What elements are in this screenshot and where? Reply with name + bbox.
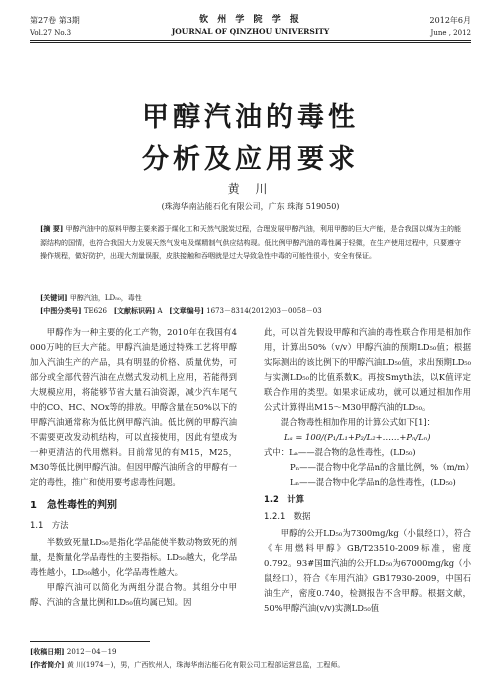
section-heading-1: 1 急性毒性的判别 [30, 500, 117, 511]
abstract-text: 甲醇汽油中的原料甲醇主要来源于煤化工和天然气脱炭过程，合理发展甲醇汽油，利用甲醇的巨大产能，是合我国以煤为主的能源结构的国情，也符合我国大力发展天然气发电及煤精制气供应结构现。低比例甲醇汽油的毒性属于轻微，在生产使用过程中，只要遵守操作规程，做好防护，出现大剂量误服，皮肤接触和吞咽就是过大导致急性中毒的可能性很小，安全有保证。 [40, 225, 462, 260]
code-value: A [157, 307, 163, 315]
author-bio [30, 659, 471, 671]
keywords-label: [关键词] [40, 293, 68, 302]
method-paragraph: 此，可以首先假设甲醇和汽油的毒性联合作用是相加作用，计算出50%（v/v）甲醇汽油的预期LD₅₀值；根据实际测出的该比例下的甲醇汽油LD₅₀值，求出预期LD₅₀与实测LD₅₀的比值系数K。再按Smyth法，以K值评定联合作用的类型。如果求证成功，就可以通过相加作用公式计算得出M15～M30甲醇汽油的LD₅₀。 [264, 327, 471, 412]
date-cn: 2012年6月 [429, 16, 471, 25]
journal-name-cn: 钦 州 学 院 学 报 [199, 15, 302, 25]
class-label: [中图分类号] [40, 306, 82, 315]
classification-line [40, 304, 461, 319]
title-line-2: 分析及应用要求 [142, 144, 359, 175]
footnote-rule [30, 641, 150, 642]
date-en: June , 2012 [430, 29, 471, 37]
subsection-1-2: 1.2 计算 [264, 494, 304, 504]
received-value: 2012－04－19 [66, 648, 117, 656]
author-bio-label: [作者简介] [30, 660, 65, 669]
article-value: 1673－8314(2012)03－0058－03 [206, 307, 322, 315]
header-rule-double [30, 42, 471, 43]
formula-def-pn: Pₙ——混合物中化学品n的含量比例，%（m/m） [290, 462, 474, 472]
intro-paragraph: 甲醇作为一种主要的化工产物，2010年在我国有4 000万吨的巨大产能。甲醇汽油是通过特殊工艺将甲醇加入汽油生产的产品，具有明显的价格、质量优势，可部分或全部代替汽油在点燃式发动机上应用，若能得到大规模应用，将能够节省大量石油资源，减少汽车尾气中的CO、HC、NOx等的排放。甲醇含量在50%以下的甲醇汽油通常称为低比例甲醇汽油。低比例的甲醇汽油不需要更改发动机结构，可以直接使用，因此有望成为一种更清洁的代用燃料。目前常见的有M15，M25，M30等低比例甲醇汽油。但因甲醇汽油所含的甲醇有一定的毒性，推广和使用要考虑毒性问题。 [30, 327, 237, 487]
author: 黄 川 [227, 182, 274, 196]
formula-intro: 混合物毒性相加作用的计算公式如下[1]： [280, 417, 436, 427]
title-line-1: 甲醇汽油的毒性 [142, 102, 359, 133]
article-label: [文章编号] [169, 306, 204, 315]
header-rule [30, 40, 471, 41]
abstract [40, 222, 461, 264]
mixture-paragraph: 甲醇汽油可以简化为两组分混合物。其组分中甲醇、汽油的含量比例和LD₅₀值均属已知。因 [30, 582, 237, 607]
class-value: TE626 [83, 307, 107, 315]
right-column [264, 325, 474, 616]
journal-name-en: JOURNAL OF QINZHOU UNIVERSITY [171, 27, 330, 36]
author-bio-text: 黄 川(1974－)，男，广西钦州人，珠海华南沾能石化有限公司工程部运营总监，工程师。 [66, 661, 345, 669]
volume-issue-cn: 第27卷 第3期 [30, 16, 80, 25]
subsection-1-1: 1.1 方法 [30, 520, 69, 530]
formula: Lₐ = 100/(P₁/L₁+P₂/L₂+……+Pₙ/Lₙ) [284, 432, 431, 442]
volume-issue-en: Vol.27 No.3 [30, 29, 72, 37]
code-label: [文献标识码] [113, 306, 156, 315]
received-date [30, 646, 471, 658]
abstract-label: [摘 要] [40, 224, 64, 233]
ld50-paragraph: 半数致死量LD₅₀是指化学品能使半数动物致死的剂量，是衡量化学品毒性的主要指标。LD₅₀越大，化学品毒性越小，LD₅₀越小，化学品毒性越大。 [30, 537, 237, 577]
keywords-text: 甲醇汽油，LD₅₀，毒性 [69, 294, 142, 302]
formula-def-la: 式中：Lₐ——混合物的急性毒性，(LD₅₀) [264, 447, 416, 457]
left-column [30, 325, 237, 610]
received-label: [收稿日期] [30, 647, 65, 656]
data-paragraph: 甲醇的公开LD₅₀为7300mg/kg（小鼠经口），符合《车用燃料甲醇》GB/T23510-2009标准，密度0.792。93#国Ⅲ汽油的公开LD₅₀为67000mg/kg（小鼠经口），符合《车用汽油》GB17930-2009，中国石油生产，密度0.740，检测报告不含甲醇。根据文献，50%甲醇汽油(v/v)实测LD₅₀值 [264, 528, 471, 613]
formula-def-ln: Lₙ——混合物中化学品n的急性毒性，(LD₅₀) [290, 477, 456, 487]
subsection-1-2-1: 1.2.1 数据 [264, 511, 311, 521]
affiliation: (珠海华南沾能石化有限公司，广东 珠海 519050) [161, 202, 340, 211]
